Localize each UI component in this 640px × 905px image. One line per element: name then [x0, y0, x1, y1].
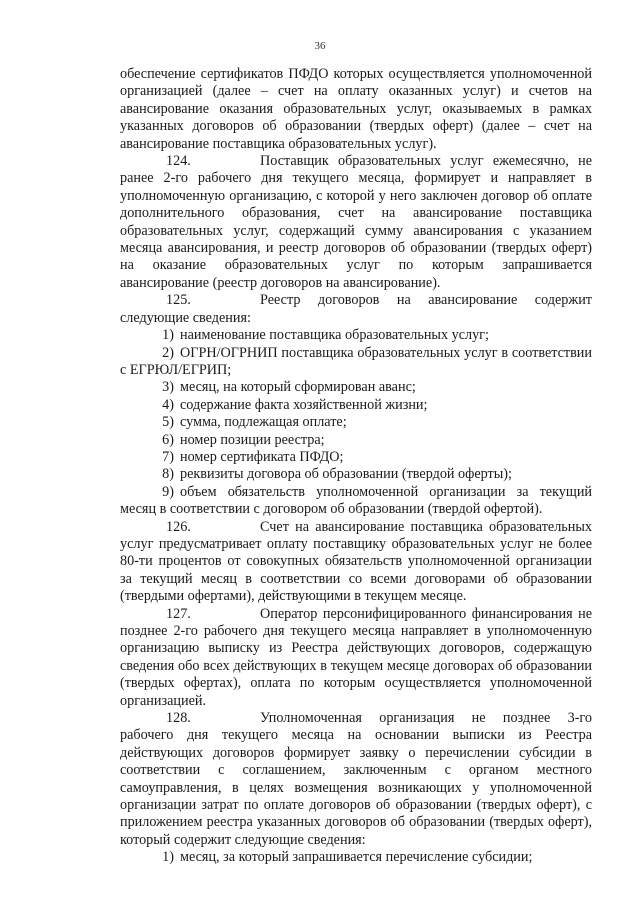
list-item-number: 1): [162, 849, 174, 866]
clause-127: [120, 606, 592, 710]
clause-text: Поставщик образовательных услуг ежемесячно, не ранее 2-го рабочего дня текущего месяца, формирует и направляет в уполномоченную организацию, с которой у него заключен договор об оплате дополнительного образования, счет на авансирование поставщика образовательных услуг, содержащий сумму авансирования с указанием месяца авансирования, и реестр договоров об образовании (твердых оферт) на оказание образовательных услуг по которым запрашивается авансирование (реестр договоров на авансирование).: [120, 153, 592, 291]
paragraph-continuation: обеспечение сертификатов ПФДО которых осуществляется уполномоченной организацией (далее – счет на оплату оказанных услуг) и счетов на авансирование оказания образовательных услуг, оказываемых в рамках указанных договоров об образовании (твердых оферт) (далее – счет на авансирование поставщика образовательных услуг).: [120, 66, 592, 152]
clause-text: Реестр договоров на авансирование содержит следующие сведения:: [120, 292, 592, 326]
clause-126: [120, 519, 592, 606]
page-number: 36: [314, 40, 326, 52]
clause-125: [120, 292, 592, 327]
list-item-text: месяц, за который запрашивается перечисление субсидии;: [180, 849, 533, 866]
list-item-number: 6): [162, 431, 174, 448]
list-item: [120, 484, 592, 519]
list-item: [120, 432, 592, 449]
list-item: [120, 449, 592, 466]
list-item: [120, 379, 592, 396]
list-item-number: 4): [162, 396, 174, 413]
clause-text: Оператор персонифицированного финансирования не позднее 2-го рабочего дня текущего месяца направляет в уполномоченную организацию выписку из Реестра действующих договоров, содержащую сведения обо всех действующих в текущем месяце договорах об образовании (твердых офертах), оплата по которым осуществляется уполномоченной организацией.: [120, 605, 592, 709]
list-item-number: 8): [162, 466, 174, 483]
clause-128: [120, 710, 592, 849]
clause-number: 126.: [166, 518, 191, 535]
list-item-text: объем обязательств уполномоченной организации за текущий месяц в соответствии с договором об образовании (твердой офертой).: [120, 483, 592, 518]
list-item-text: наименование поставщика образовательных услуг;: [180, 327, 489, 344]
list-item-text: месяц, на который сформирован аванс;: [180, 379, 416, 396]
list-item: [120, 414, 592, 431]
clause-text: Уполномоченная организация не позднее 3-го рабочего дня текущего месяца на основании выписки из Реестра действующих договоров формирует заявку о перечислении субсидии в соответствии с соглашением, заключенным с органом местного самоуправления, в целях возмещения возникающих у уполномоченной организации затрат по оплате договоров об образовании (твердых оферт), с приложением реестра указанных договоров об образовании (твердых оферт), который содержит следующие сведения:: [120, 710, 592, 848]
list-item-number: 1): [162, 327, 174, 344]
list-item-text: содержание факта хозяйственной жизни;: [180, 396, 428, 413]
list-item-number: 9): [162, 483, 174, 500]
list-item: [120, 849, 592, 866]
list-item-text: ОГРН/ОГРНИП поставщика образовательных услуг в соответствии с ЕГРЮЛ/ЕГРИП;: [120, 344, 592, 378]
clause-124: [120, 153, 592, 292]
document-body: [120, 66, 592, 867]
clause-number: 128.: [166, 710, 191, 727]
clause-text: Счет на авансирование поставщика образовательных услуг предусматривает оплату поставщику образовательных услуг не более 80-ти процентов от совокупных обязательств уполномоченной организации за текущий месяц в соответствии со всеми договорами об образовании (твердыми офертами), действующими в текущем месяце.: [120, 518, 592, 605]
list-item-text: реквизиты договора об образовании (твердой оферты);: [180, 466, 512, 483]
clause-number: 124.: [166, 153, 191, 170]
list-item: [120, 397, 592, 414]
list-item-text: номер позиции реестра;: [180, 431, 325, 448]
list-item: [120, 466, 592, 483]
list-item: [120, 327, 592, 344]
list-item-number: 7): [162, 448, 174, 465]
list-item-number: 2): [162, 344, 174, 361]
list-item-text: сумма, подлежащая оплате;: [180, 414, 347, 431]
list-item: [120, 345, 592, 380]
clause-number: 127.: [166, 605, 191, 622]
list-item-number: 5): [162, 414, 174, 431]
list-item-text: номер сертификата ПФДО;: [180, 448, 344, 465]
clause-number: 125.: [166, 292, 191, 309]
list-item-number: 3): [162, 379, 174, 396]
